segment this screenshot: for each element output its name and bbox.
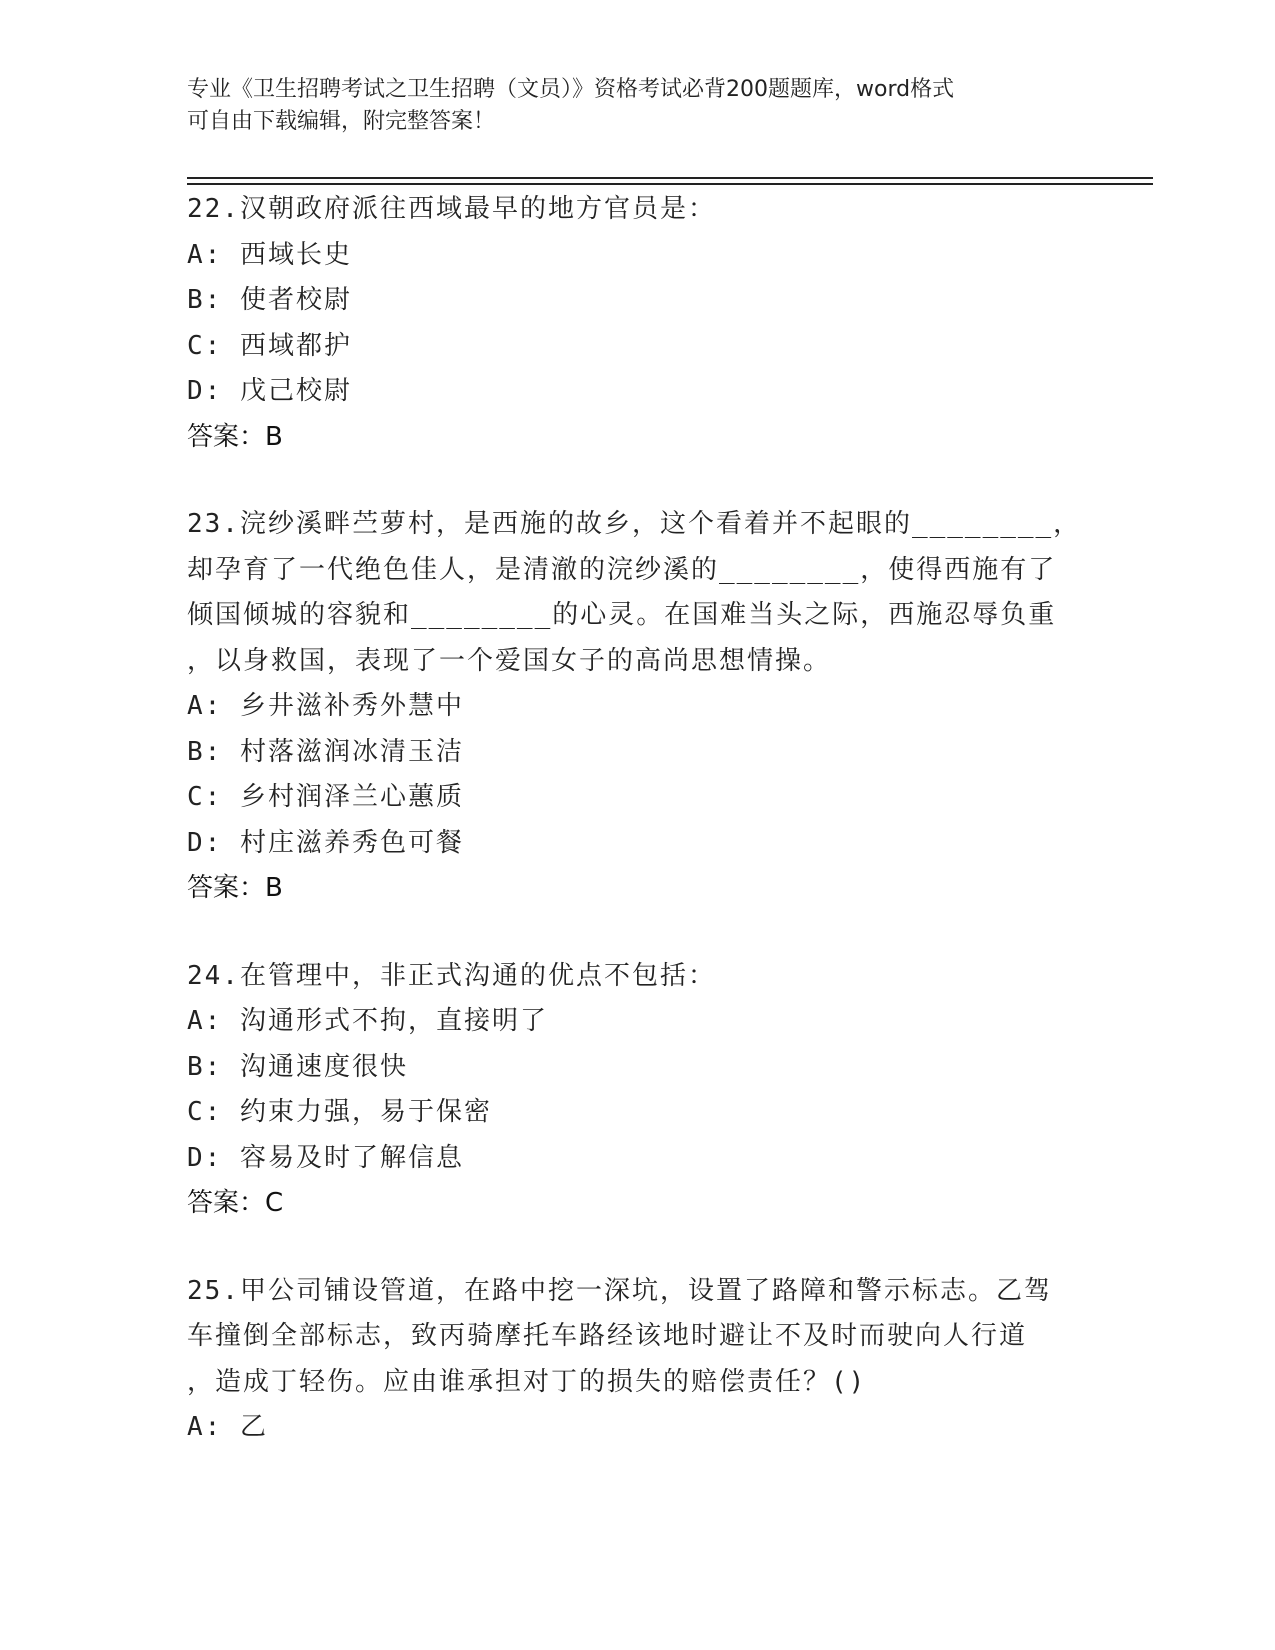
question-block: [187, 502, 1117, 912]
answer-option: C: 约束力强，易于保密: [187, 1097, 492, 1127]
header-line-1: 专业《卫生招聘考试之卫生招聘（文员）》资格考试必背200题题库，word格式: [187, 77, 955, 102]
answer-option: D: 容易及时了解信息: [187, 1142, 464, 1173]
answer-option: A: 乙: [187, 1412, 268, 1442]
correct-answer: 答案：B: [187, 421, 283, 452]
answer-option: A: 西域长史: [187, 239, 352, 270]
correct-answer: 答案：B: [187, 873, 283, 903]
question-text-line: 24.在管理中，非正式沟通的优点不包括：: [187, 960, 716, 991]
question-list: [187, 187, 1117, 1493]
question-text-line: 倾国倾城的容貌和________的心灵。在国难当头之际，西施忍辱负重: [187, 600, 1057, 630]
answer-option: D: 戊己校尉: [187, 376, 352, 406]
header-divider-bottom: [187, 183, 1153, 185]
question-text-line: 车撞倒全部标志，致丙骑摩托车路经该地时避让不及时而驶向人行道: [187, 1321, 1028, 1351]
answer-option: B: 村落滋润冰清玉洁: [187, 736, 464, 767]
answer-option: B: 沟通速度很快: [187, 1051, 408, 1082]
question-text-line: 25.甲公司铺设管道，在路中挖一深坑，设置了路障和警示标志。乙驾: [187, 1275, 1052, 1306]
question-block: [187, 954, 1117, 1227]
answer-option: C: 乡村润泽兰心蕙质: [187, 782, 464, 812]
answer-option: B: 使者校尉: [187, 285, 352, 315]
document-header: [187, 74, 1087, 138]
question-text-line: 22.汉朝政府派往西域最早的地方官员是：: [187, 194, 716, 224]
answer-option: A: 乡井滋补秀外慧中: [187, 691, 464, 721]
answer-option: A: 沟通形式不拘，直接明了: [187, 1006, 548, 1036]
question-text-line: 却孕育了一代绝色佳人，是清澈的浣纱溪的________，使得西施有了: [187, 554, 1057, 585]
header-line-2: 可自由下载编辑，附完整答案！: [187, 109, 496, 134]
question-text-line: ，造成丁轻伤。应由谁承担对丁的损失的赔偿责任？(): [187, 1366, 867, 1397]
question-block: [187, 1269, 1117, 1451]
question-block: [187, 187, 1117, 460]
question-text-line: ，以身救国，表现了一个爱国女子的高尚思想情操。: [187, 645, 832, 676]
correct-answer: 答案：C: [187, 1188, 284, 1218]
header-divider-top: [187, 177, 1153, 179]
answer-option: D: 村庄滋养秀色可餐: [187, 827, 464, 858]
question-text-line: 23.浣纱溪畔苎萝村，是西施的故乡，这个看着并不起眼的________，: [187, 509, 1082, 539]
answer-option: C: 西域都护: [187, 330, 352, 361]
